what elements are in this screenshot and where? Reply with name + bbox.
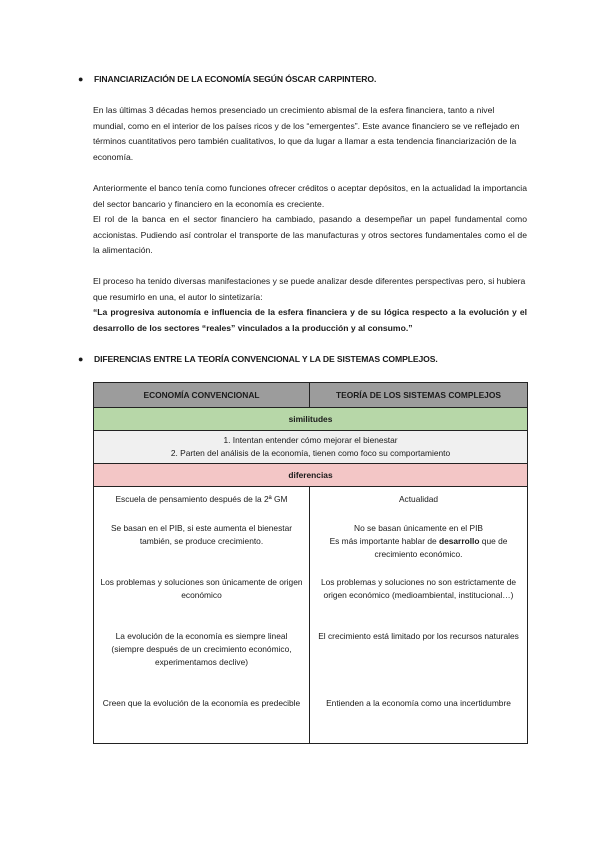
paragraph	[93, 103, 527, 165]
table-cell-text	[316, 522, 521, 561]
comparison-table	[93, 382, 528, 744]
diferencias-label: diferencias	[94, 464, 528, 487]
section-title: FINANCIARIZACIÓN DE LA ECONOMÍA SEGÚN ÓSCAR CARPINTERO.	[94, 74, 377, 84]
complex-column	[310, 487, 528, 744]
table-cell-text: La evolución de la economía es siempre lineal (siempre después de un crecimiento económico, experimentamos declive)	[111, 631, 292, 667]
list-item: 2. Parten del análisis de la economía, tienen como foco su comportamiento	[170, 448, 451, 458]
cell-line: No se basan únicamente en el PIB	[354, 523, 483, 533]
bullet-icon: ●	[78, 354, 84, 364]
diferencias-row	[94, 464, 528, 487]
similitudes-list-row	[94, 431, 528, 464]
bullet-icon: ●	[78, 74, 84, 84]
list-item: 1. Intentan entender cómo mejorar el bienestar	[223, 435, 398, 445]
table-header-row	[94, 383, 528, 408]
column-header: TEORÍA DE LOS SISTEMAS COMPLEJOS	[310, 383, 528, 408]
cell-text-span: que de crecimiento económico.	[374, 536, 508, 559]
cell-text-bold: desarrollo	[438, 536, 480, 546]
table-cell-text: Los problemas y soluciones son únicamente de origen económico	[100, 577, 303, 600]
quote-text: “La progresiva autonomía e influencia de la esfera financiera y de su lógica respecto a la evolución y el desarrollo de los sectores “reales” vinculados a la producción y al consumo.”	[93, 307, 527, 333]
paragraph-text: El proceso ha tenido diversas manifestaciones y se puede analizar desde diferentes perspectivas pero, si hubiera que resumirlo en una, el autor lo sintetizaría:	[93, 276, 526, 302]
table-cell-text: Los problemas y soluciones no son estrictamente de origen económico (medioambiental, institucional…)	[320, 577, 517, 600]
conventional-column	[94, 487, 310, 744]
table-cell-text: Entienden a la economía como una incertidumbre	[326, 698, 511, 708]
cell-text-span: Es más importante hablar de	[329, 536, 439, 546]
paragraph-text: En las últimas 3 décadas hemos presenciado un crecimiento abismal de la esfera financiera, tanto a nivel mundial, como en el interior de los países ricos y de los “emergentes”. Este avance financiero se ve reflejado en términos cuantitativos pero también cualitativos, lo que da lugar a llamar a esta tendencia financiarización de la economía.	[93, 105, 520, 162]
table-cell-text: El crecimiento está limitado por los recursos naturales	[318, 631, 519, 641]
table-cell-text: Escuela de pensamiento después de la 2ª GM	[115, 494, 288, 504]
similitudes-row	[94, 408, 528, 431]
table-cell-text: Actualidad	[398, 494, 439, 504]
paragraph	[93, 181, 527, 259]
comparison-row	[94, 487, 528, 744]
section-heading-diferencias	[78, 354, 438, 364]
paragraph	[93, 274, 527, 336]
paragraph-text: El rol de la banca en el sector financiero ha cambiado, pasando a desempeñar un papel fundamental como accionistas. Pudiendo así controlar el transporte de las manufacturas y otros sectores fundamentales como el de la alimentación.	[93, 214, 527, 256]
section-title: DIFERENCIAS ENTRE LA TEORÍA CONVENCIONAL Y LA DE SISTEMAS COMPLEJOS.	[94, 354, 438, 364]
table-cell-text: Creen que la evolución de la economía es predecible	[102, 698, 301, 708]
cell-line	[316, 535, 521, 561]
column-header: ECONOMÍA CONVENCIONAL	[94, 383, 310, 408]
paragraph-text: Anteriormente el banco tenía como funciones ofrecer créditos o aceptar depósitos, en la actualidad la importancia del sector bancario y financiero en la economía es creciente.	[93, 183, 527, 209]
section-heading-financiarizacion	[78, 74, 376, 84]
table-cell-text: Se basan en el PIB, si este aumenta el bienestar también, se produce crecimiento.	[110, 523, 293, 546]
similitudes-label: similitudes	[94, 408, 528, 431]
similitudes-list	[94, 431, 528, 464]
